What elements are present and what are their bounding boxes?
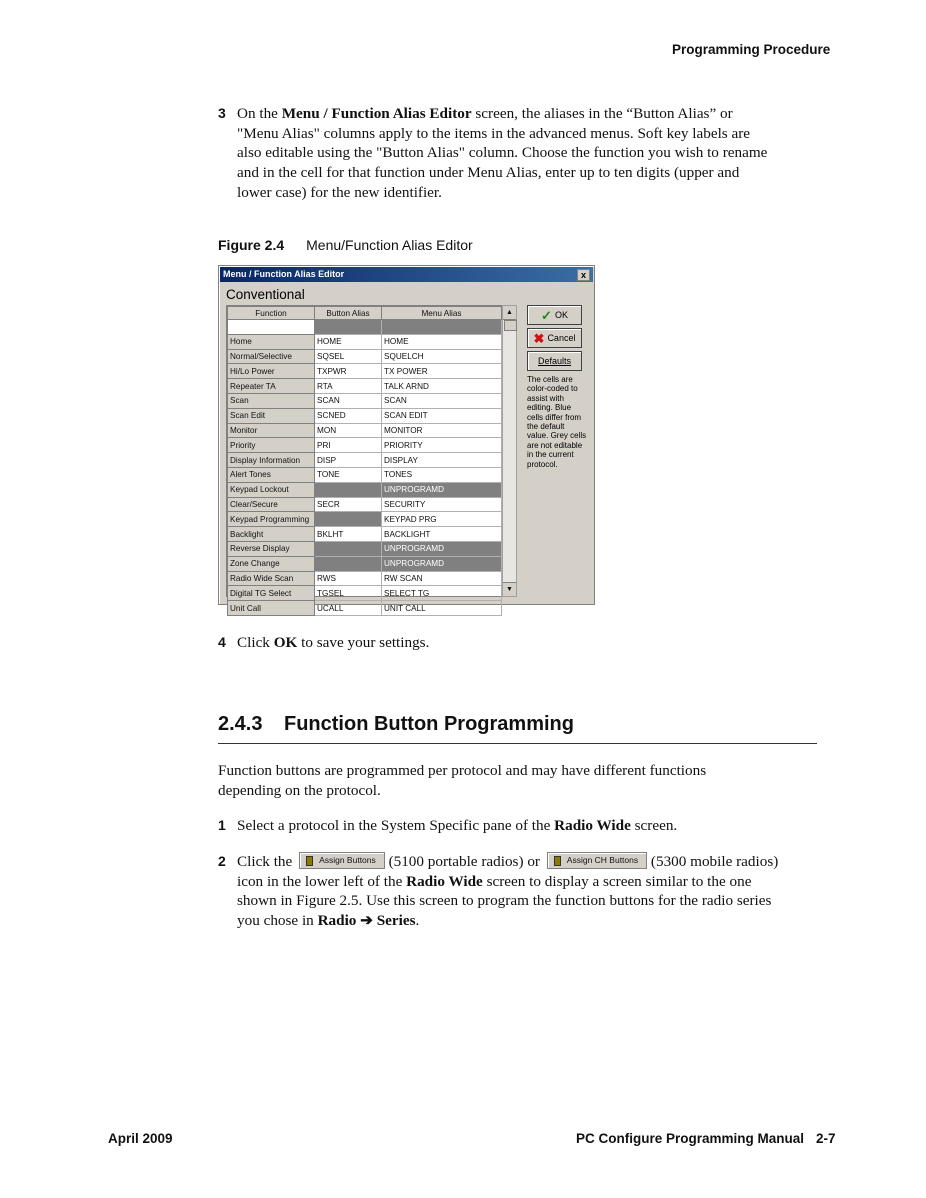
table-row	[228, 349, 502, 364]
menu-alias-cell[interactable]: UNIT CALL	[382, 601, 502, 616]
button-alias-cell[interactable]: RWS	[315, 571, 382, 586]
scroll-down-icon[interactable]: ▼	[503, 582, 516, 596]
button-alias-cell	[315, 556, 382, 571]
footer-date: April 2009	[108, 1131, 173, 1146]
menu-alias-cell[interactable]: TX POWER	[382, 364, 502, 379]
function-cell: Zone Change	[228, 556, 315, 571]
vertical-scrollbar[interactable]	[502, 305, 517, 597]
close-icon[interactable]: x	[577, 269, 590, 281]
column-header-function[interactable]: Function	[228, 307, 315, 320]
menu-alias-cell[interactable]: SECURITY	[382, 497, 502, 512]
button-alias-cell[interactable]: PRI	[315, 438, 382, 453]
function-cell: Normal/Selective	[228, 349, 315, 364]
section-rule	[218, 743, 817, 744]
ok-button[interactable]: ✓ OK	[527, 305, 582, 325]
color-legend-note: The cells are color-coded to assist with editing. Blue cells differ from the default value. Grey cells are not editable in the current protocol.	[527, 375, 587, 469]
table-row	[228, 320, 502, 335]
menu-alias-cell[interactable]: PRIORITY	[382, 438, 502, 453]
table-row	[228, 453, 502, 468]
table-row	[228, 393, 502, 408]
table-row	[228, 497, 502, 512]
function-cell: Repeater TA	[228, 379, 315, 394]
intro-paragraph: Function buttons are programmed per protocol and may have different functions depending on the protocol.	[218, 762, 707, 799]
menu-alias-cell[interactable]: TONES	[382, 467, 502, 482]
button-alias-cell[interactable]: DISP	[315, 453, 382, 468]
button-alias-cell[interactable]: MON	[315, 423, 382, 438]
function-cell: Clear/Secure	[228, 497, 315, 512]
function-cell: Priority	[228, 438, 315, 453]
section-title: Function Button Programming	[284, 713, 574, 735]
assign-buttons-button[interactable]: Assign Buttons	[299, 852, 385, 869]
button-alias-cell[interactable]: TGSEL	[315, 586, 382, 601]
step-4-text: Click OK to save your settings.	[237, 634, 430, 651]
table-row	[228, 482, 502, 497]
menu-alias-cell: UNPROGRAMD	[382, 556, 502, 571]
protocol-heading: Conventional	[226, 287, 305, 302]
function-cell: Reverse Display	[228, 541, 315, 556]
alias-grid	[226, 305, 504, 613]
cancel-button[interactable]: ✖ Cancel	[527, 328, 582, 348]
table-row	[228, 541, 502, 556]
scroll-thumb[interactable]	[504, 320, 517, 331]
table-row	[228, 601, 502, 616]
scroll-up-icon[interactable]: ▲	[503, 306, 516, 320]
function-cell: Keypad Lockout	[228, 482, 315, 497]
function-cell: Alert Tones	[228, 467, 315, 482]
button-alias-cell	[315, 512, 382, 527]
function-cell: Display Information	[228, 453, 315, 468]
table-row	[228, 586, 502, 601]
table-row	[228, 408, 502, 423]
button-alias-cell[interactable]: BKLHT	[315, 527, 382, 542]
button-alias-cell[interactable]: HOME	[315, 334, 382, 349]
function-cell: Scan Edit	[228, 408, 315, 423]
function-cell: Scan	[228, 393, 315, 408]
button-alias-cell[interactable]: SQSEL	[315, 349, 382, 364]
menu-alias-cell[interactable]: SCAN EDIT	[382, 408, 502, 423]
button-alias-cell	[315, 541, 382, 556]
button-alias-cell[interactable]: TONE	[315, 467, 382, 482]
column-header-button-alias[interactable]: Button Alias	[315, 307, 382, 320]
menu-alias-cell[interactable]: SELECT TG	[382, 586, 502, 601]
button-alias-cell[interactable]: SCAN	[315, 393, 382, 408]
x-mark-icon: ✖	[533, 330, 545, 346]
step-3-text: On the Menu / Function Alias Editor screen, the aliases in the “Button Alias” or "Menu Alias" columns apply to the items in the advanced menus. Soft key labels are also editable using the "Button Alias" column. Choose the function you wish to rename and in the cell for that function under Menu Alias, enter up to ten digits (upper and lower case) for the new identifier.	[237, 105, 768, 201]
menu-alias-cell[interactable]: SCAN	[382, 393, 502, 408]
button-alias-cell[interactable]: UCALL	[315, 601, 382, 616]
function-cell: Unit Call	[228, 601, 315, 616]
button-alias-cell[interactable]: RTA	[315, 379, 382, 394]
table-row	[228, 571, 502, 586]
step-3-number: 3	[218, 105, 226, 121]
button-alias-cell[interactable]: SECR	[315, 497, 382, 512]
step-2-number: 2	[218, 853, 226, 869]
step-2-text: Click the Assign Buttons (5100 portable radios) or Assign CH Buttons (5300 mobile radios) icon in the lower left of the Radio Wide screen to display a screen similar to the one shown in Figure 2.5. Use this screen to program the function buttons for the radio series you chose in Radio ➔ Series.	[237, 853, 779, 930]
column-header-menu-alias[interactable]: Menu Alias	[382, 307, 502, 320]
table-row	[228, 423, 502, 438]
checkmark-icon: ✓	[541, 307, 552, 323]
alias-editor-dialog	[218, 265, 595, 613]
table-row	[228, 467, 502, 482]
menu-alias-cell[interactable]: KEYPAD PRG	[382, 512, 502, 527]
assign-ch-buttons-button[interactable]: Assign CH Buttons	[547, 852, 647, 869]
table-row	[228, 527, 502, 542]
menu-alias-cell[interactable]: BACKLIGHT	[382, 527, 502, 542]
function-cell: Backlight	[228, 527, 315, 542]
function-cell: Home	[228, 334, 315, 349]
function-cell: Keypad Programming	[228, 512, 315, 527]
button-alias-cell[interactable]: TXPWR	[315, 364, 382, 379]
function-cell: Hi/Lo Power	[228, 364, 315, 379]
table-row	[228, 556, 502, 571]
menu-alias-cell: UNPROGRAMD	[382, 482, 502, 497]
step-1-number: 1	[218, 817, 226, 833]
battery-icon	[306, 856, 313, 866]
menu-alias-cell[interactable]: MONITOR	[382, 423, 502, 438]
page-number: 2-7	[816, 1131, 836, 1146]
footer-manual-title: PC Configure Programming Manual 2-7	[576, 1131, 836, 1146]
menu-alias-cell: UNPROGRAMD	[382, 541, 502, 556]
menu-alias-cell[interactable]: RW SCAN	[382, 571, 502, 586]
dialog-title-bar	[220, 267, 593, 282]
menu-alias-cell[interactable]: HOME	[382, 334, 502, 349]
table-row	[228, 512, 502, 527]
button-alias-cell	[315, 482, 382, 497]
dialog-title: Menu / Function Alias Editor	[223, 269, 345, 279]
figure-label: Figure 2.4	[218, 237, 285, 253]
running-header: Programming Procedure	[672, 42, 831, 57]
section-number: 2.4.3	[218, 713, 263, 735]
table-row	[228, 334, 502, 349]
defaults-button[interactable]: Defaults	[527, 351, 582, 371]
step-4-number: 4	[218, 634, 226, 650]
figure-caption	[218, 237, 473, 253]
table-row	[228, 364, 502, 379]
step-1-text: Select a protocol in the System Specific pane of the Radio Wide screen.	[237, 817, 678, 834]
menu-alias-cell[interactable]: TALK ARND	[382, 379, 502, 394]
menu-alias-cell[interactable]: SQUELCH	[382, 349, 502, 364]
function-cell: Digital TG Select	[228, 586, 315, 601]
function-cell: Radio Wide Scan	[228, 571, 315, 586]
table-row	[228, 379, 502, 394]
battery-icon	[554, 856, 561, 866]
menu-alias-cell[interactable]: DISPLAY	[382, 453, 502, 468]
function-cell: Monitor	[228, 423, 315, 438]
button-alias-cell[interactable]: SCNED	[315, 408, 382, 423]
figure-title: Menu/Function Alias Editor	[306, 237, 473, 253]
table-row	[228, 438, 502, 453]
